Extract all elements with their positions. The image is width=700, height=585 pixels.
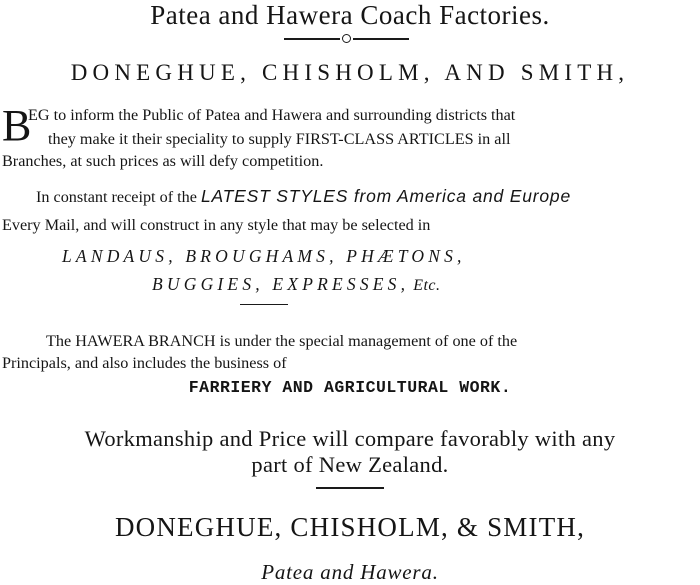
firm-name-footer: DONEGHUE, CHISHOLM, & SMITH,: [114, 512, 586, 542]
branch-line-1: The HAWERA BRANCH is under the special management of one of the: [46, 332, 518, 350]
carriage-types-line-1: LANDAUS, BROUGHAMS, PHÆTONS,: [62, 246, 466, 266]
drop-cap: B: [2, 101, 32, 150]
farriery-heading: FARRIERY AND AGRICULTURAL WORK.: [188, 378, 512, 397]
firm-name-spaced: DONEGHUE, CHISHOLM, AND SMITH,: [70, 60, 630, 85]
advertisement-title: Patea and Hawera Coach Factories.: [150, 0, 550, 30]
carriage-etc: Etc.: [413, 277, 441, 294]
styles-line-1: [36, 186, 571, 207]
workmanship-line-1: Workmanship and Price will compare favorably with any: [84, 426, 616, 451]
branch-line-2: Principals, and also includes the business of: [2, 354, 287, 372]
divider-rule: [316, 487, 384, 489]
latest-styles-emphasis: LATEST STYLES from America and Europe: [200, 186, 571, 206]
workmanship-line-2: part of New Zealand.: [251, 452, 449, 477]
ornamental-rule-circle: [342, 34, 351, 43]
carriage-types-list: BUGGIES, EXPRESSES,: [152, 274, 410, 294]
carriage-types-line-2: [152, 274, 441, 295]
styles-line-2: Every Mail, and will construct in any style that may be selected in: [2, 216, 431, 234]
styles-lead: In constant receipt of the: [36, 188, 197, 206]
underline-rule: [240, 304, 288, 305]
intro-line-3: Branches, at such prices as will defy competition.: [2, 152, 324, 170]
ornamental-rule-left: [284, 38, 340, 40]
towns-footer: Patea and Hawera.: [261, 560, 439, 584]
intro-line-1: EG to inform the Public of Patea and Hawera and surrounding districts that: [28, 106, 516, 124]
ornamental-rule-right: [353, 38, 409, 40]
intro-line-2: they make it their speciality to supply FIRST-CLASS ARTICLES in all: [48, 130, 511, 148]
